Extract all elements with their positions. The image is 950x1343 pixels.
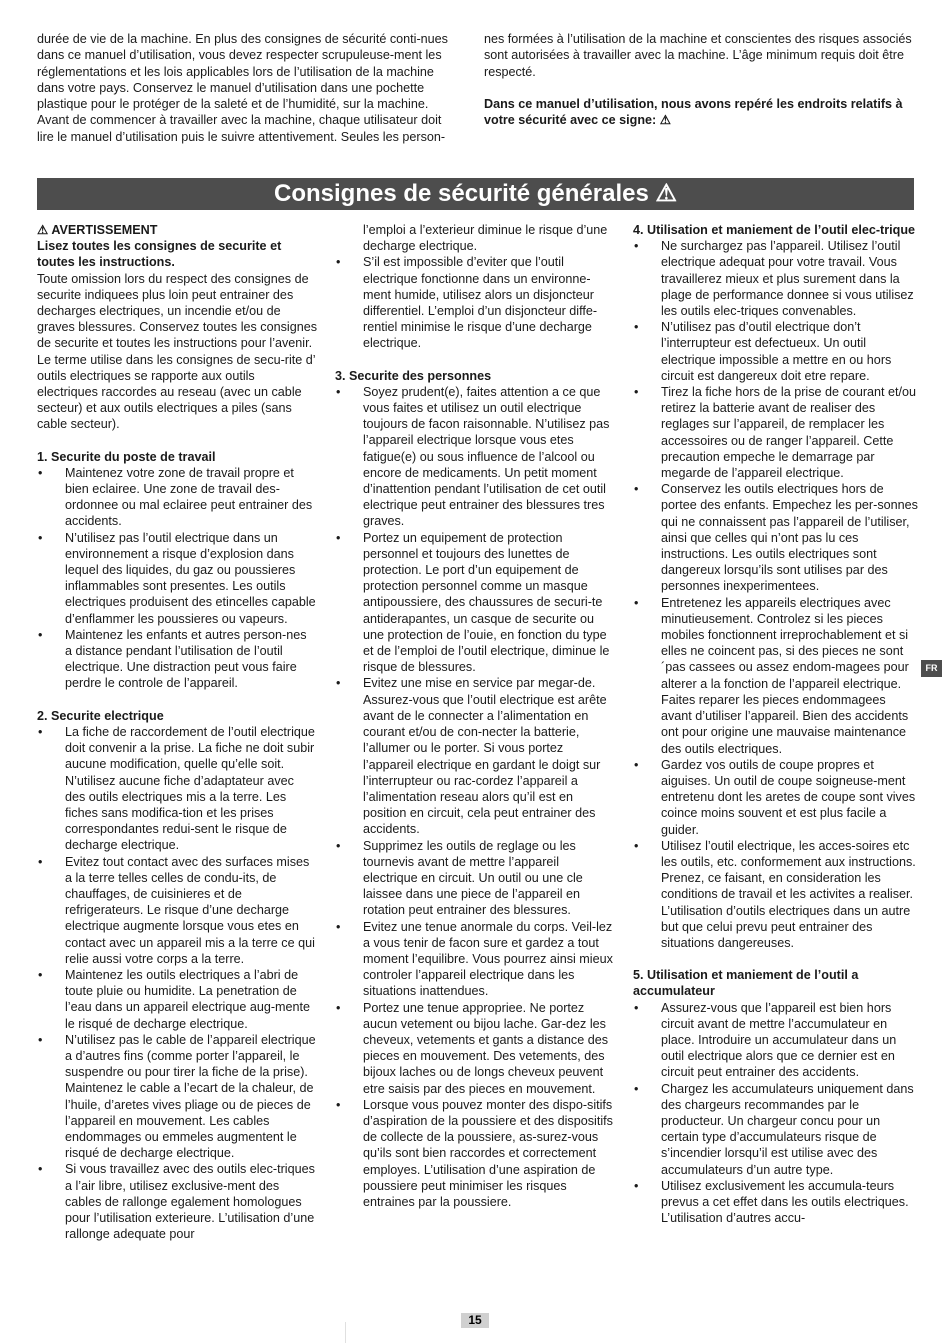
intro-left-column — [37, 31, 457, 145]
list-item: • Evitez une tenue anormale du corps. Veil-lez a vous tenir de facon sure et gardez a tout moment l’equilibre. Vous pourrez ainsi mieux controler l’appareil electrique dans les situations inattendues. — [335, 919, 617, 1000]
list-item: • Chargez les accumulateurs uniquement dans des chargeurs recommandes par le producteur. Un chargeur concu pour un certain type d’accumulateurs risque de s’incendier lorsqu’il est utilise avec des accumulateurs d’un autre type. — [633, 1081, 918, 1178]
list-item: • Portez une tenue appropriee. Ne portez aucun vetement ou bijou lache. Gar-dez les cheveux, vetements et gants a distance des pieces en mouvement. Des vetements, des bijoux laches ou de longs cheveux peuvent etre saisis par des pieces en mouvement. — [335, 1000, 617, 1097]
language-tab: FR — [921, 660, 942, 677]
intro-safety-note: Dans ce manuel d’utilisation, nous avons repéré les endroits relatifs à votre sécurité avec ce signe: ⚠ — [484, 96, 903, 128]
page-number: 15 — [461, 1313, 489, 1328]
list-item: • S’il est impossible d’eviter que l’outil electrique fonctionne dans un environne-ment humide, utilisez alors un disjoncteur differentiel. L’emploi d’un disjoncteur diffe-rentiel minimise le risque d’une decharge electrique. — [335, 254, 617, 351]
section-2-list — [37, 724, 317, 1243]
section-4-title: 4. Utilisation et maniement de l’outil elec-trique — [633, 223, 916, 237]
continued-text: l’emploi a l’exterieur diminue le risque d’une decharge electrique. — [363, 223, 608, 254]
section-1-list — [37, 465, 317, 692]
list-item: • Utilisez exclusivement les accumula-teurs prevus a cet effet dans les outils electriques. L’utilisation d’autres accu- — [633, 1178, 918, 1227]
list-item: • Assurez-vous que l’appareil est bien hors circuit avant de mettre l’accumulateur en place. Introduire un accumulateur dans un outil electrique alors que ce dernier est en circuit peut entrainer des accidents. — [633, 1000, 918, 1081]
intro-right-column — [484, 31, 914, 128]
section-2-title: 2. Securite electrique — [37, 708, 164, 723]
list-item: • Si vous travaillez avec des outils elec-triques a l’air libre, utilisez exclusive-ment des cables de rallonge egalement homologues pour l’utilisation exterieure. L’utilisation d’une rallonge adequate pour — [37, 1161, 317, 1242]
list-item: • Utilisez l’outil electrique, les acces-soires etc les outils, etc. conformement aux instructions. Prenez, ce faisant, en consideration les conditions de travail et les activites a realiser. L’utilisation d’outils electriques dans un autre but que celui prevu peut entrainer des situations dangereuses. — [633, 838, 918, 951]
list-item: • Gardez vos outils de coupe propres et aiguises. Un outil de coupe soigneuse-ment entretenu dont les aretes de coupe sont vives coince moins souvent et est plus facile a guider. — [633, 757, 918, 838]
list-item: • Tirez la fiche hors de la prise de courant et/ou retirez la batterie avant de realiser des reglages sur l’appareil, de remplacer les accessoires ou de ranger l’appareil. Cette precaution empeche le demarrage par megarde de l’appareil electrique. — [633, 384, 918, 481]
section-5-list — [633, 1000, 918, 1227]
warning-heading: ⚠ AVERTISSEMENT — [37, 223, 158, 237]
list-item: • Portez un equipement de protection personnel et toujours des lunettes de protection. Le port d’un equipement de protection personnel comme un masque antipoussiere, des chaussures de securi-te antiderapantes, un casque de securite ou une protection de l’ouie, en fonction du type et de l’emploi de l’outil electrique, diminue le risque de blessures. — [335, 530, 617, 676]
column-3 — [633, 222, 918, 1226]
list-item: • Lorsque vous pouvez monter des dispo-sitifs d’aspiration de la poussiere et des dispositifs de collecte de la poussiere, as-surez-vous qu’ils sont bien raccordes et correctement employes. L’utilisation d’une aspiration de poussiere peut minimiser les risques entraines par la poussiere. — [335, 1097, 617, 1210]
section-banner: Consignes de sécurité générales ⚠ — [37, 178, 914, 210]
list-item: • Maintenez votre zone de travail propre et bien eclairee. Une zone de travail des-ordonnee ou mal eclairee peut entrainer des accidents. — [37, 465, 317, 530]
section-1-title: 1. Securite du poste de travail — [37, 449, 216, 464]
section-3-list — [335, 384, 617, 1210]
list-item: • Ne surchargez pas l’appareil. Utilisez l’outil electrique adequat pour votre travail. Vous travaillerez mieux et plus surement dans la plage de performance donnee si vous utilisez les outils elec-triques convenables. — [633, 238, 918, 319]
list-item: • N’utilisez pas le cable de l’appareil electrique a d’autres fins (comme porter l’appareil, le suspendre ou pour tirer la fiche de la prise). Maintenez le cable a l’ecart de la chaleur, de l’huile, d’aretes vives pliage ou de pieces de l’appareil en mouvement. Les cables endommages ou emmeles augmentent le risqué de decharge electrique. — [37, 1032, 317, 1162]
section-5-title: 5. Utilisation et maniement de l’outil a accumulateur — [633, 968, 859, 999]
warning-paragraph: Toute omission lors du respect des consignes de securite indiquees plus loin peut entrainer des decharges electriques, un incendie et/ou de graves blessures. Conservez toutes les consignes de securite et toutes les instructions pour l’avenir. Le terme utilise dans les consignes de secu-rite d’ outils electriques se rapporte aux outils electriques raccordes au reseau (avec un cable secteur) et aux outils electriques a piles (sans cable secteur). — [37, 271, 318, 432]
list-item: • Evitez tout contact avec des surfaces mises a la terre telles celles de condu-its, de chauffages, de cuisinieres et de refrigerateurs. Le risque d’une decharge electrique augmente lorsque vous etes en contact avec un appareil mis a la terre ce qui relie aussi votre corps a la terre. — [37, 854, 317, 967]
divider — [345, 1322, 346, 1343]
list-item: • Maintenez les enfants et autres person-nes a distance pendant l’utilisation de l’outil electrique. Une distraction peut vous faire perdre le controle de l’appareil. — [37, 627, 317, 692]
column-1 — [37, 222, 317, 1242]
list-item: • Supprimez les outils de reglage ou les tournevis avant de mettre l’appareil electrique en circuit. Un outil ou une cle laissee dans une piece de l’appareil en rotation peut entrainer des blessures. — [335, 838, 617, 919]
list-item: • Conservez les outils electriques hors de portee des enfants. Empechez les per-sonnes qui ne connaissent pas l’appareil de l’utiliser, ainsi que celles qui n’ont pas lu ces instructions. Les outils electriques sont dangereux lorsqu’ils sont utilises par des personnes inexperimentees. — [633, 481, 918, 594]
section-2-list-continued — [335, 254, 617, 351]
section-4-list — [633, 238, 918, 951]
section-3-title: 3. Securite des personnes — [335, 368, 492, 383]
list-item: • Entretenez les appareils electriques avec minutieusement. Controlez si les pieces mobiles fonctionnent irreprochablement et si elles ne coincent pas, si des pieces ne sont´pas cassees ou assez endom-magees pour alterer a la fonction de l’appareil electrique. Faites reparer les pieces endommagees avant d’utiliser l’appareil. Bien des accidents ont pour origine une mauvaise maintenance des outils electriques. — [633, 595, 918, 757]
list-item: • La fiche de raccordement de l’outil electrique doit convenir a la prise. La fiche ne doit subir aucune modification, quelle qu’elle soit. N’utilisez aucune fiche d’adaptateur avec des outils electriques mis a la terre. Les fiches sans modifica-tion et les prises correspondantes redui-sent le risque de decharge electrique. — [37, 724, 317, 854]
warning-subheading: Lisez toutes les consignes de securite et toutes les instructions. — [37, 239, 282, 270]
list-item: • Evitez une mise en service par megar-de. Assurez-vous que l’outil electrique est arête avant de le connecter a l’alimentation en courant et/ou de con-necter la batterie, l’allumer ou le porter. Si vous portez l’appareil electrique en gardant le doigt sur l’interrupteur ou rac-cordez l’appareil a l’alimentation reseau alors qu’il est en position en circuit, cela peut entrainer des accidents. — [335, 675, 617, 837]
column-2 — [335, 222, 617, 1210]
intro-left-paragraph: durée de vie de la machine. En plus des consignes de sécurité conti-nues dans ce manuel d’utilisation, vous devez respecter scrupuleuse-ment les réglementations et les lois applicables lors de l’utilisation de la machine dans votre pays. Conservez le manuel d’utilisation dans une pochette plastique pour le protéger de la saleté et de l’humidité, sur la machine. Avant de commencer à travailler avec la machine, chaque utilisateur doit lire le manuel d’utilisation puis le suivre attentivement. Seules les person- — [37, 32, 448, 144]
list-item: • N’utilisez pas l’outil electrique dans un environnement a risque d’explosion dans lequel des liquides, du gaz ou poussieres inflammables sont presentes. Les outils electriques produisent des etincelles capable d’enflammer les poussieres ou vapeurs. — [37, 530, 317, 627]
intro-right-paragraph: nes formées à l’utilisation de la machine et conscientes des risques associés sont autorisées à travailler avec la machine. L’âge minimum requis doit être respecté. — [484, 32, 912, 79]
list-item: • Soyez prudent(e), faites attention a ce que vous faites et utilisez un outil electrique toujours de facon raisonnable. N’utilisez pas l’appareil electrique lorsque vous etes fatigue(e) ou sous influence de l’alcool ou encore de medicaments. Un petit moment d’inattention pendant l’utilisation de cet outil electrique peut entrainer des blessures tres graves. — [335, 384, 617, 530]
list-item: • N’utilisez pas d’outil electrique don’t l’interrupteur est defectueux. Un outil electrique impossible a mettre en ou hors circuit est dangereux doit etre repare. — [633, 319, 918, 384]
list-item: • Maintenez les outils electriques a l’abri de toute pluie ou humidite. La penetration de l’eau dans un appareil electrique aug-mente le risqué de decharge electrique. — [37, 967, 317, 1032]
